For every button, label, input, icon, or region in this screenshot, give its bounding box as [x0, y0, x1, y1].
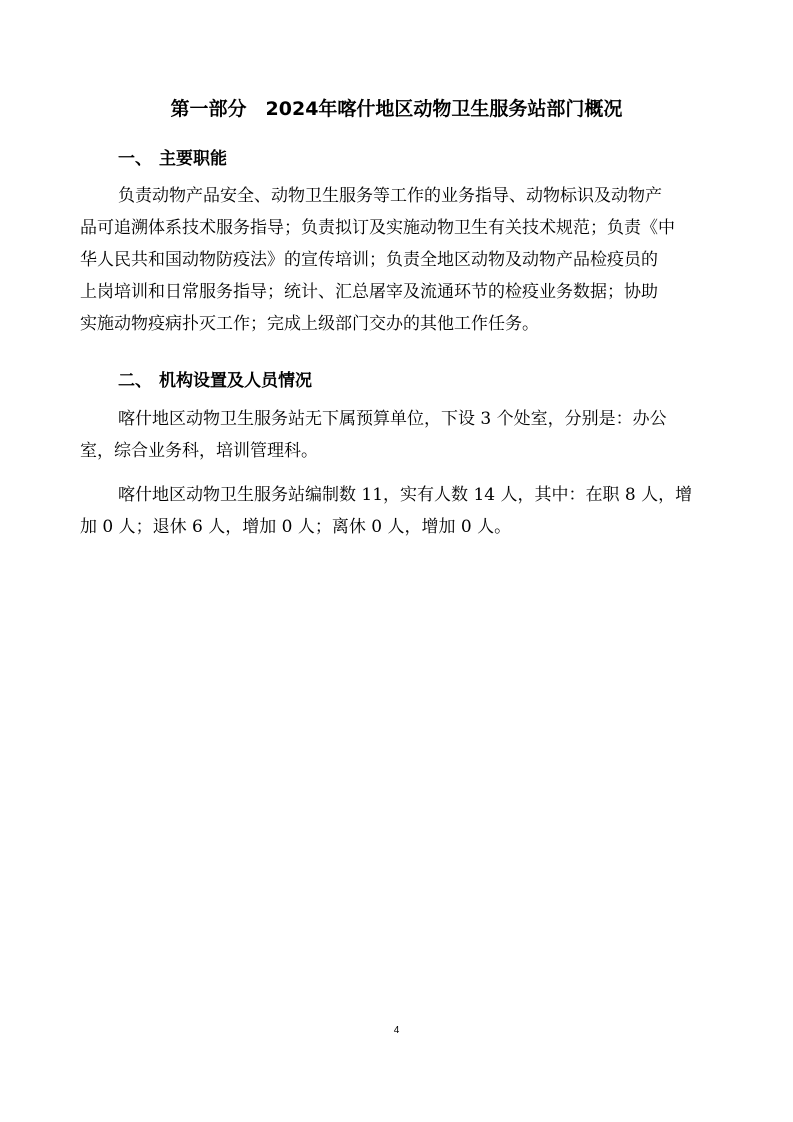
section-number: 一、	[118, 149, 152, 169]
section-heading-organization-staffing	[118, 369, 312, 393]
paragraph-line: 上岗培训和日常服务指导；统计、汇总屠宰及流通环节的检疫业务数据；协助	[80, 282, 658, 302]
section-number: 二、	[118, 371, 152, 391]
paragraph-line: 加 0 人；退休 6 人，增加 0 人；离休 0 人，增加 0 人。	[80, 517, 512, 537]
paragraph-line: 喀什地区动物卫生服务站编制数 11，实有人数 14 人，其中：在职 8 人，增	[118, 485, 693, 505]
paragraph-organization	[80, 403, 720, 467]
paragraph-main-functions	[80, 180, 720, 340]
paragraph-staffing	[80, 479, 720, 543]
paragraph-line: 品可追溯体系技术服务指导；负责拟订及实施动物卫生有关技术规范；负责《中	[80, 218, 675, 238]
paragraph-line: 华人民共和国动物防疫法》的宣传培训；负责全地区动物及动物产品检疫员的	[80, 250, 658, 270]
paragraph-line: 室，综合业务科，培训管理科。	[80, 441, 318, 461]
section-heading-text: 主要职能	[159, 149, 227, 169]
paragraph-line: 喀什地区动物卫生服务站无下属预算单位，下设 3 个处室，分别是：办公	[118, 409, 667, 429]
section-heading-text: 机构设置及人员情况	[159, 371, 312, 391]
paragraph-line: 实施动物疫病扑灭工作；完成上级部门交办的其他工作任务。	[80, 314, 539, 334]
page-number: 4	[393, 1025, 400, 1036]
section-heading-main-functions	[118, 147, 227, 171]
paragraph-line: 负责动物产品安全、动物卫生服务等工作的业务指导、动物标识及动物产	[118, 186, 662, 206]
page-title: 第一部分 2024年喀什地区动物卫生服务站部门概况	[170, 98, 623, 120]
